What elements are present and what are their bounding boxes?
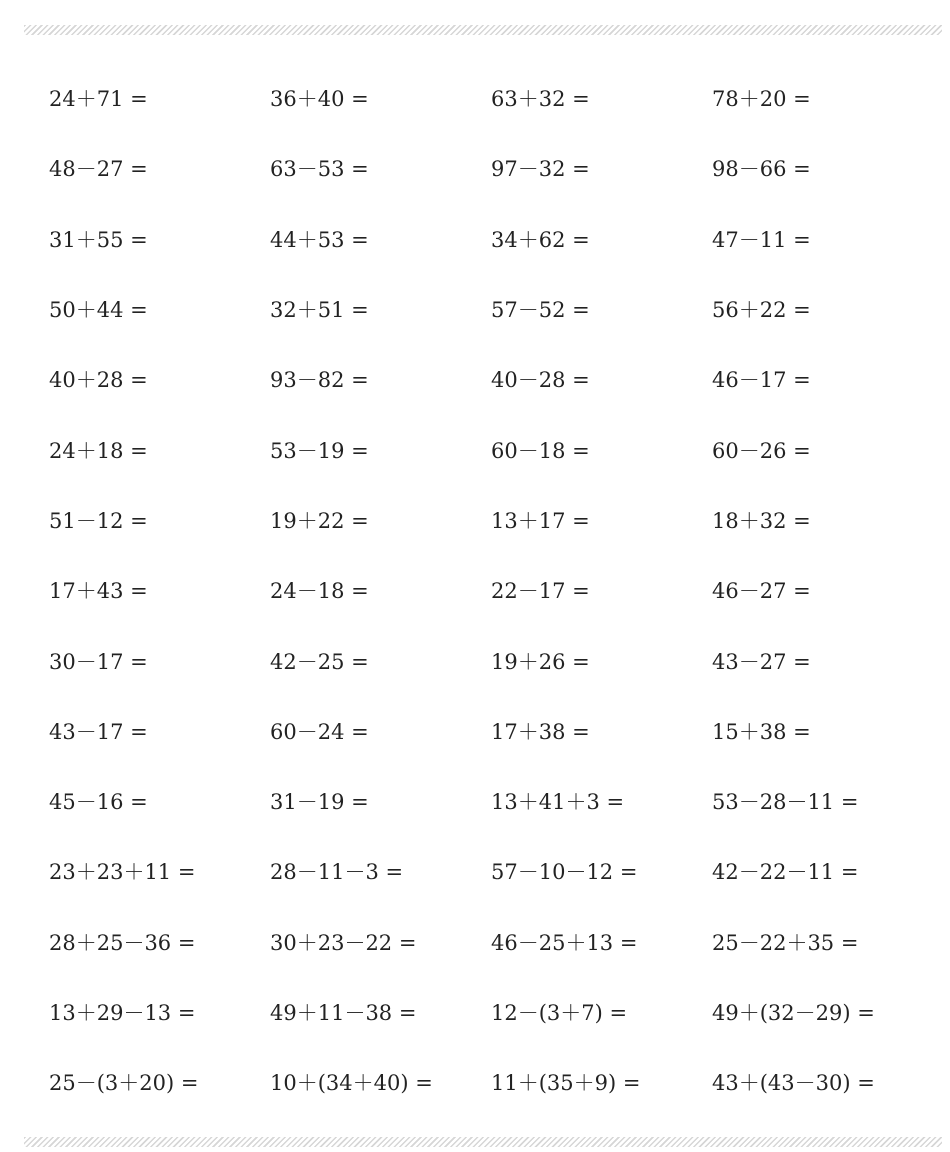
problem-r2-c2: 63－53 = xyxy=(270,157,369,182)
problem-r15-c1: 25－(3＋20) = xyxy=(49,1071,199,1096)
problem-r6-c4: 60－26 = xyxy=(712,438,811,463)
problem-r5-c2: 93－82 = xyxy=(270,368,369,393)
problem-r1-c3: 63＋32 = xyxy=(491,87,590,112)
problem-r15-c3: 11＋(35＋9) = xyxy=(491,1071,641,1096)
problem-r5-c4: 46－17 = xyxy=(712,368,811,393)
problem-r7-c1: 51－12 = xyxy=(49,508,148,533)
problem-r7-c3: 13＋17 = xyxy=(491,508,590,533)
problem-r14-c1: 13＋29－13 = xyxy=(49,1001,196,1025)
problem-r1-c2: 36＋40 = xyxy=(270,87,369,112)
problem-r14-c2: 49＋11－38 = xyxy=(270,1001,417,1025)
problem-r9-c4: 43－27 = xyxy=(712,649,811,674)
problem-r1-c4: 78＋20 = xyxy=(712,87,811,112)
problem-r13-c4: 25－22＋35 = xyxy=(712,930,859,955)
problem-r4-c4: 56＋22 = xyxy=(712,298,811,323)
problem-r3-c1: 31＋55 = xyxy=(49,227,148,252)
problem-r4-c3: 57－52 = xyxy=(491,298,590,323)
problem-r14-c4: 49＋(32－29) = xyxy=(712,1001,875,1025)
problem-r9-c2: 42－25 = xyxy=(270,649,369,674)
problem-r8-c3: 22－17 = xyxy=(491,579,590,604)
problem-r13-c1: 28＋25－36 = xyxy=(49,930,196,955)
problem-r11-c3: 13＋41＋3 = xyxy=(491,790,625,815)
problem-r3-c4: 47－11 = xyxy=(712,227,811,252)
problem-r12-c3: 57－10－12 = xyxy=(491,860,638,885)
problem-r8-c4: 46－27 = xyxy=(712,579,811,604)
problem-r9-c3: 19＋26 = xyxy=(491,649,590,674)
problem-r15-c2: 10＋(34＋40) = xyxy=(270,1071,433,1096)
problem-r6-c2: 53－19 = xyxy=(270,438,369,463)
problem-r8-c1: 17＋43 = xyxy=(49,579,148,604)
problem-r10-c4: 15＋38 = xyxy=(712,719,811,744)
problem-r9-c1: 30－17 = xyxy=(49,649,148,674)
problem-r6-c3: 60－18 = xyxy=(491,438,590,463)
problem-r11-c1: 45－16 = xyxy=(49,790,148,815)
problem-r8-c2: 24－18 = xyxy=(270,579,369,604)
problem-r11-c2: 31－19 = xyxy=(270,790,369,815)
problem-r12-c1: 23＋23＋11 = xyxy=(49,860,196,885)
problem-r2-c4: 98－66 = xyxy=(712,157,811,182)
problem-r3-c3: 34＋62 = xyxy=(491,227,590,252)
problem-r4-c2: 32＋51 = xyxy=(270,298,369,323)
problem-r13-c3: 46－25＋13 = xyxy=(491,930,638,955)
worksheet-grid xyxy=(49,63,939,1117)
problem-r11-c4: 53－28－11 = xyxy=(712,790,859,815)
bottom-border-stripe xyxy=(24,1137,942,1147)
problem-r13-c2: 30＋23－22 = xyxy=(270,930,417,955)
problem-r10-c2: 60－24 = xyxy=(270,719,369,744)
problem-r12-c2: 28－11－3 = xyxy=(270,860,404,885)
problem-r7-c4: 18＋32 = xyxy=(712,508,811,533)
problem-r3-c2: 44＋53 = xyxy=(270,227,369,252)
problem-r2-c1: 48－27 = xyxy=(49,157,148,182)
problem-r12-c4: 42－22－11 = xyxy=(712,860,859,885)
top-border-stripe xyxy=(24,25,942,35)
problem-r4-c1: 50＋44 = xyxy=(49,298,148,323)
problem-r5-c3: 40－28 = xyxy=(491,368,590,393)
problem-r14-c3: 12－(3＋7) = xyxy=(491,1001,628,1025)
problem-r6-c1: 24＋18 = xyxy=(49,438,148,463)
problem-r1-c1: 24＋71 = xyxy=(49,87,148,112)
problem-r15-c4: 43＋(43－30) = xyxy=(712,1071,875,1096)
problem-r7-c2: 19＋22 = xyxy=(270,508,369,533)
problem-r5-c1: 40＋28 = xyxy=(49,368,148,393)
problem-r2-c3: 97－32 = xyxy=(491,157,590,182)
problem-r10-c1: 43－17 = xyxy=(49,719,148,744)
problem-r10-c3: 17＋38 = xyxy=(491,719,590,744)
